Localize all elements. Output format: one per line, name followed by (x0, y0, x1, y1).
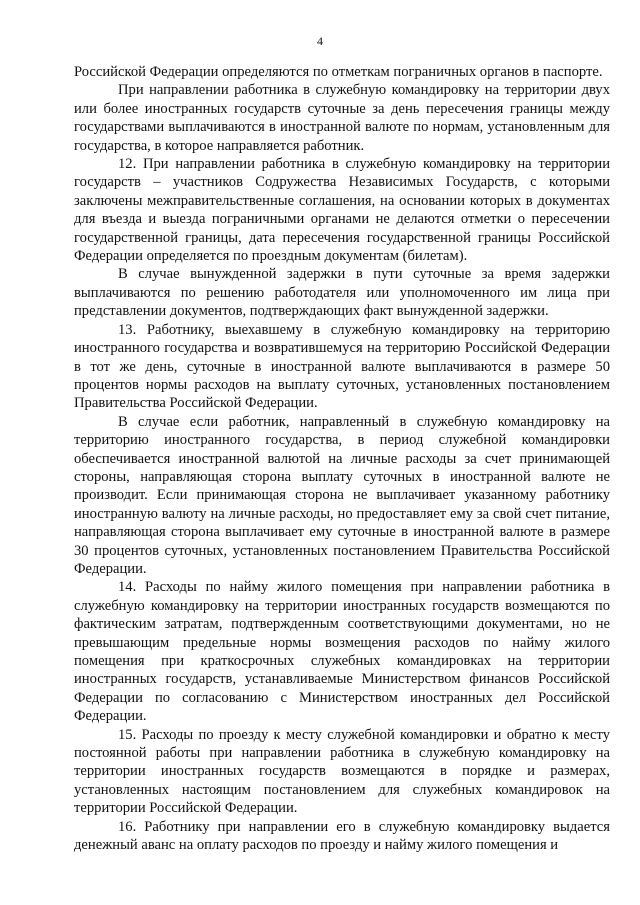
paragraph: В случае вынужденной задержки в пути суточные за время задержки выплачиваются по решению работодателя или уполномоченного им лица при представлении документов, подтверждающих факт вынужденной задержки. (74, 266, 610, 320)
paragraph-13: 13. Работнику, выехавшему в служебную командировку на территорию иностранного государства и возвратившемуся на территорию Российской Федерации в тот же день, суточные в иностранной валюте выплачиваются в размере 50 процентов нормы расходов на выплату суточных, установленных постановлением Правительства Российской Федерации. (74, 321, 610, 412)
paragraph: При направлении работника в служебную командировку на территории двух или более иностранных государств суточные за день пересечения границы между государствами выплачиваются в иностранной валюте по нормам, установленным для государства, в которое направляется работник. (74, 82, 610, 154)
paragraph-12: 12. При направлении работника в служебную командировку на территории государств – участников Содружества Независимых Государств, с которыми заключены межправительственные соглашения, на основании которых в документах для въезда и выезда пограничными органами не делаются отметки о пересечении государственной границы, дата пересечения государственной границы Российской Федерации определяется по проездным документам (билетам). (74, 156, 610, 265)
paragraph: Российской Федерации определяются по отметкам пограничных органов в паспорте. (74, 64, 603, 80)
document-body (74, 63, 610, 854)
paragraph-14: 14. Расходы по найму жилого помещения при направлении работника в служебную командировку на территории иностранных государств возмещаются по фактическим затратам, подтвержденным соответствующими документами, но не превышающим предельные нормы возмещения расходов по найму жилого помещения при краткосрочных служебных командировках на территории иностранных государств, устанавливаемые Министерством финансов Российской Федерации по согласованию с Министерством иностранных дел Российской Федерации. (74, 579, 610, 725)
paragraph: В случае если работник, направленный в служебную командировку на территорию иностранного государства, в период служебной командировки обеспечивается иностранной валютой на личные расходы за счет принимающей стороны, направляющая сторона выплату суточных в иностранной валюте не производит. Если принимающая сторона не выплачивает указанному работнику иностранную валюту на личные расходы, но предоставляет ему за свой счет питание, направляющая сторона выплачивает ему суточные в иностранной валюте в размере 30 процентов суточных, установленных постановлением Правительства Российской Федерации. (74, 413, 610, 577)
page-number: 4 (317, 34, 323, 48)
paragraph-15: 15. Расходы по проезду к месту служебной командировки и обратно к месту постоянной работы при направлении работника в служебную командировку на территории иностранных государств возмещаются в порядке и размерах, установленных настоящим постановлением для служебных командировок на территории Российской Федерации. (74, 726, 610, 817)
paragraph-16: 16. Работнику при направлении его в служебную командировку выдается денежный аванс на оплату расходов по проезду и найму жилого помещения и (74, 818, 610, 854)
